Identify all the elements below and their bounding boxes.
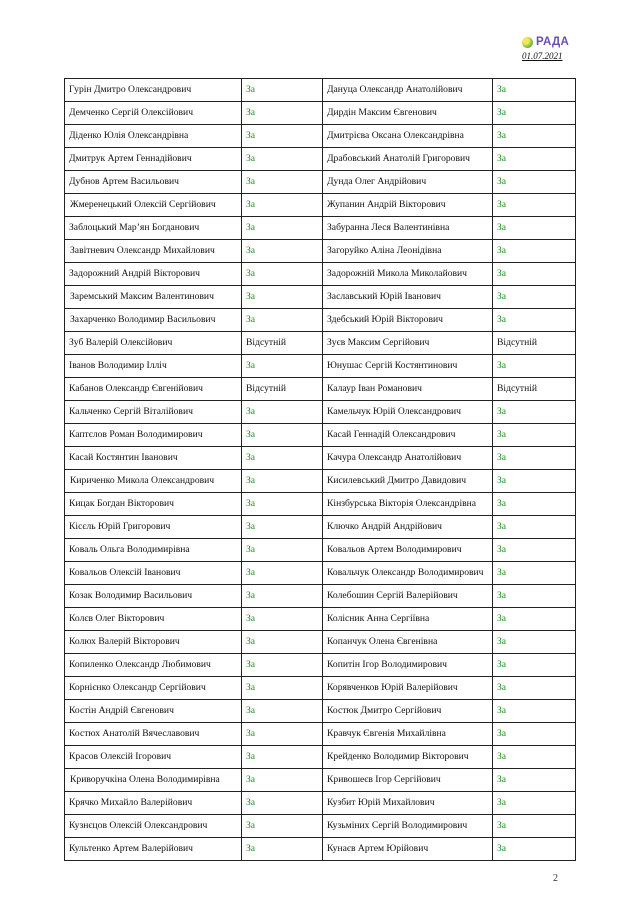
deputy-name-left: Діденко Юлія Олександрівна <box>65 125 242 148</box>
vote-result-left: За <box>242 608 323 631</box>
deputy-name-right: Ковальов Артем Володимирович <box>323 539 493 562</box>
deputy-name-left: Заремський Максим Валентинович <box>65 286 242 309</box>
rada-logo <box>522 36 569 48</box>
vote-result-right: За <box>493 424 576 447</box>
deputy-name-right: Кравчук Євгенія Михайлівна <box>323 723 493 746</box>
vote-result-left: За <box>242 148 323 171</box>
deputy-name-left: Культенко Артем Валерійович <box>65 838 242 861</box>
deputy-name-left: Кабанов Олександр Євгенійович <box>65 378 242 401</box>
vote-result-left: За <box>242 171 323 194</box>
deputy-name-left: Гурін Дмитро Олександрович <box>65 79 242 102</box>
vote-result-left: За <box>242 654 323 677</box>
vote-result-left: За <box>242 838 323 861</box>
vote-result-left: За <box>242 125 323 148</box>
vote-result-left: За <box>242 424 323 447</box>
vote-result-left: За <box>242 447 323 470</box>
vote-result-left: Відсутній <box>242 378 323 401</box>
table-row <box>65 838 576 861</box>
deputy-name-right: Копанчук Олена Євгенівна <box>323 631 493 654</box>
vote-result-left: За <box>242 240 323 263</box>
deputy-name-left: Іванов Володимир Ілліч <box>65 355 242 378</box>
deputy-name-left: Костін Андрій Євгенович <box>65 700 242 723</box>
deputy-name-right: Кінзбурська Вікторія Олександрівна <box>323 493 493 516</box>
deputy-name-left: Касай Костянтин Іванович <box>65 447 242 470</box>
deputy-name-left: Коваль Ольга Володимирівна <box>65 539 242 562</box>
vote-result-right: За <box>493 539 576 562</box>
deputy-name-right: Здебський Юрій Вікторович <box>323 309 493 332</box>
table-row <box>65 815 576 838</box>
table-row <box>65 723 576 746</box>
vote-result-right: За <box>493 309 576 332</box>
vote-result-left: За <box>242 769 323 792</box>
deputy-name-left: Колєв Олег Вікторович <box>65 608 242 631</box>
vote-result-right: За <box>493 723 576 746</box>
table-row <box>65 171 576 194</box>
vote-result-right: За <box>493 792 576 815</box>
vote-result-right: За <box>493 493 576 516</box>
deputy-name-left: Кузнєцов Олексій Олександрович <box>65 815 242 838</box>
vote-result-right: За <box>493 562 576 585</box>
deputy-name-left: Зуб Валерій Олексійович <box>65 332 242 355</box>
deputy-name-left: Дмитрук Артем Геннадійович <box>65 148 242 171</box>
table-row <box>65 700 576 723</box>
vote-result-left: За <box>242 631 323 654</box>
table-row <box>65 309 576 332</box>
table-row <box>65 148 576 171</box>
vote-result-left: За <box>242 194 323 217</box>
vote-result-right: За <box>493 355 576 378</box>
deputy-name-left: Кісєль Юрій Григорович <box>65 516 242 539</box>
deputy-name-right: Кузьміних Сергій Володимирович <box>323 815 493 838</box>
table-row <box>65 493 576 516</box>
deputy-name-right: Копитін Ігор Володимирович <box>323 654 493 677</box>
vote-result-left: За <box>242 723 323 746</box>
deputy-name-right: Жупанин Андрій Вікторович <box>323 194 493 217</box>
vote-result-right: За <box>493 608 576 631</box>
vote-result-right: За <box>493 401 576 424</box>
table-row <box>65 194 576 217</box>
vote-result-left: Відсутній <box>242 332 323 355</box>
deputy-name-right: Калаур Іван Романович <box>323 378 493 401</box>
deputy-name-right: Крейденко Володимир Вікторович <box>323 746 493 769</box>
page-number: 2 <box>553 873 558 884</box>
vote-result-left: За <box>242 677 323 700</box>
deputy-name-left: Корнієнко Олександр Сергійович <box>65 677 242 700</box>
vote-result-left: За <box>242 585 323 608</box>
vote-result-right: За <box>493 125 576 148</box>
vote-result-left: За <box>242 102 323 125</box>
deputy-name-left: Кириченко Микола Олександрович <box>65 470 242 493</box>
table-row <box>65 286 576 309</box>
vote-result-right: За <box>493 79 576 102</box>
deputy-name-left: Костюх Анатолій Вячеславович <box>65 723 242 746</box>
table-row <box>65 125 576 148</box>
vote-result-left: За <box>242 355 323 378</box>
table-row <box>65 585 576 608</box>
vote-result-left: За <box>242 217 323 240</box>
deputy-name-right: Юнушас Сергій Костянтинович <box>323 355 493 378</box>
vote-result-left: За <box>242 79 323 102</box>
deputy-name-right: Кунаєв Артем Юрійович <box>323 838 493 861</box>
deputy-name-left: Красов Олексій Ігорович <box>65 746 242 769</box>
vote-result-right: За <box>493 746 576 769</box>
vote-result-left: За <box>242 286 323 309</box>
vote-result-right: За <box>493 585 576 608</box>
vote-result-right: За <box>493 286 576 309</box>
deputy-name-left: Криворучкіна Олена Володимирівна <box>65 769 242 792</box>
vote-result-right: За <box>493 815 576 838</box>
vote-result-left: За <box>242 562 323 585</box>
vote-result-right: За <box>493 516 576 539</box>
table-row <box>65 792 576 815</box>
deputy-name-right: Качура Олександр Анатолійович <box>323 447 493 470</box>
deputy-name-right: Дмитрієва Оксана Олександрівна <box>323 125 493 148</box>
vote-result-right: За <box>493 769 576 792</box>
vote-result-left: За <box>242 539 323 562</box>
table-row <box>65 516 576 539</box>
table-row <box>65 447 576 470</box>
vote-result-right: За <box>493 700 576 723</box>
vote-result-left: За <box>242 309 323 332</box>
logo-emblem-icon <box>522 37 533 48</box>
deputy-name-right: Костюк Дмитро Сергійович <box>323 700 493 723</box>
vote-result-left: За <box>242 792 323 815</box>
vote-result-right: За <box>493 447 576 470</box>
table-row <box>65 378 576 401</box>
table-row <box>65 102 576 125</box>
table-row <box>65 746 576 769</box>
table-row <box>65 263 576 286</box>
vote-results-body <box>65 79 576 861</box>
deputy-name-left: Ковальов Олексій Іванович <box>65 562 242 585</box>
vote-result-left: За <box>242 401 323 424</box>
table-row <box>65 654 576 677</box>
deputy-name-left: Дубнов Артем Васильович <box>65 171 242 194</box>
deputy-name-right: Дануца Олександр Анатолійович <box>323 79 493 102</box>
table-row <box>65 631 576 654</box>
deputy-name-right: Забуранна Леся Валентинівна <box>323 217 493 240</box>
vote-result-right: Відсутній <box>493 378 576 401</box>
document-date: 01.07.2021 <box>522 51 563 61</box>
vote-results-table <box>64 78 576 861</box>
deputy-name-right: Кривошеєв Ігор Сергійович <box>323 769 493 792</box>
table-row <box>65 355 576 378</box>
vote-result-right: За <box>493 263 576 286</box>
deputy-name-left: Жмеренецький Олексій Сергійович <box>65 194 242 217</box>
vote-result-left: За <box>242 746 323 769</box>
deputy-name-left: Кальченко Сергій Віталійович <box>65 401 242 424</box>
vote-result-right: За <box>493 631 576 654</box>
table-row <box>65 401 576 424</box>
deputy-name-right: Касай Геннадій Олександрович <box>323 424 493 447</box>
table-row <box>65 240 576 263</box>
vote-result-right: За <box>493 470 576 493</box>
vote-result-right: За <box>493 654 576 677</box>
deputy-name-right: Ключко Андрій Андрійович <box>323 516 493 539</box>
vote-result-right: Відсутній <box>493 332 576 355</box>
deputy-name-right: Колебошин Сергій Валерійович <box>323 585 493 608</box>
deputy-name-right: Зуєв Максим Сергійович <box>323 332 493 355</box>
deputy-name-left: Козак Володимир Васильович <box>65 585 242 608</box>
deputy-name-right: Дирдін Максим Євгенович <box>323 102 493 125</box>
vote-result-left: За <box>242 263 323 286</box>
vote-result-right: За <box>493 102 576 125</box>
table-row <box>65 608 576 631</box>
deputy-name-left: Заблоцький Мар’ян Богданович <box>65 217 242 240</box>
vote-result-right: За <box>493 194 576 217</box>
deputy-name-right: Загоруйко Аліна Леонідівна <box>323 240 493 263</box>
deputy-name-right: Кузбит Юрій Михайлович <box>323 792 493 815</box>
vote-result-left: За <box>242 470 323 493</box>
table-row <box>65 217 576 240</box>
deputy-name-right: Колісник Анна Сергіївна <box>323 608 493 631</box>
vote-result-right: За <box>493 838 576 861</box>
logo-text: РАДА <box>536 36 570 48</box>
vote-result-right: За <box>493 148 576 171</box>
deputy-name-left: Копиленко Олександр Любимович <box>65 654 242 677</box>
vote-result-left: За <box>242 700 323 723</box>
deputy-name-right: Камельчук Юрій Олександрович <box>323 401 493 424</box>
deputy-name-right: Драбовський Анатолій Григорович <box>323 148 493 171</box>
table-row <box>65 677 576 700</box>
vote-result-right: За <box>493 240 576 263</box>
deputy-name-left: Крячко Михайло Валерійович <box>65 792 242 815</box>
deputy-name-right: Кисилевський Дмитро Давидович <box>323 470 493 493</box>
vote-result-right: За <box>493 677 576 700</box>
deputy-name-left: Демченко Сергій Олексійович <box>65 102 242 125</box>
table-row <box>65 562 576 585</box>
deputy-name-right: Дунда Олег Андрійович <box>323 171 493 194</box>
deputy-name-left: Кицак Богдан Вікторович <box>65 493 242 516</box>
table-row <box>65 332 576 355</box>
deputy-name-right: Ковальчук Олександр Володимирович <box>323 562 493 585</box>
vote-result-left: За <box>242 493 323 516</box>
deputy-name-left: Каптєлов Роман Володимирович <box>65 424 242 447</box>
table-row <box>65 539 576 562</box>
vote-result-left: За <box>242 516 323 539</box>
deputy-name-right: Задорожній Микола Миколайович <box>323 263 493 286</box>
deputy-name-left: Колюх Валерій Вікторович <box>65 631 242 654</box>
table-row <box>65 79 576 102</box>
table-row <box>65 769 576 792</box>
deputy-name-right: Заславський Юрій Іванович <box>323 286 493 309</box>
vote-result-right: За <box>493 217 576 240</box>
vote-result-right: За <box>493 171 576 194</box>
deputy-name-left: Захарченко Володимир Васильович <box>65 309 242 332</box>
table-row <box>65 424 576 447</box>
deputy-name-right: Корявченков Юрій Валерійович <box>323 677 493 700</box>
vote-result-left: За <box>242 815 323 838</box>
table-row <box>65 470 576 493</box>
deputy-name-left: Задорожний Андрій Вікторович <box>65 263 242 286</box>
deputy-name-left: Завітневич Олександр Михайлович <box>65 240 242 263</box>
